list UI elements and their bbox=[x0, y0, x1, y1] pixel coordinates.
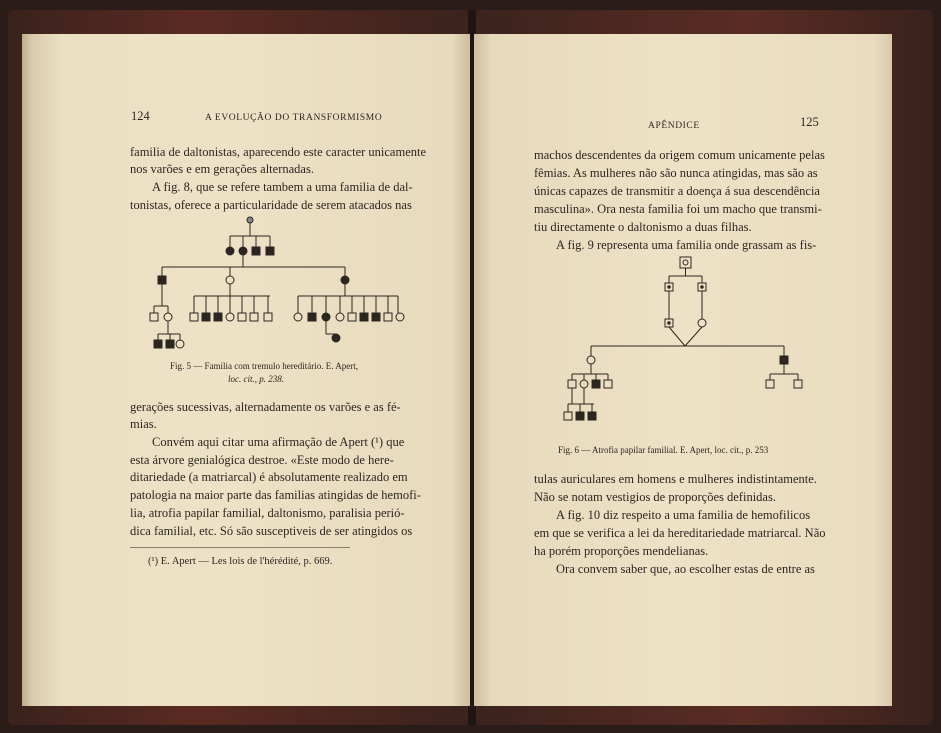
figure-5-caption-line1: Fig. 5 — Familia com tremulo hereditário. E. Apert, bbox=[170, 361, 358, 371]
figure-6-caption: Fig. 6 — Atrofia papilar familial. E. Apert, loc. cit., p. 253 bbox=[558, 445, 769, 455]
left-para2-line2: tonistas, oferece a particularidade de serem atacados nas bbox=[130, 198, 412, 212]
pedigree-figure-5 bbox=[140, 214, 440, 359]
right-para2: A fig. 9 representa uma familia onde grassam as fis- bbox=[556, 238, 817, 252]
running-head-right: APÊNDICE bbox=[648, 121, 700, 131]
right-para4-line3: ha porém proporções mendelianas. bbox=[534, 544, 709, 558]
right-para4-line2: em que se verifica a lei da hereditariedade matriarcal. Não bbox=[534, 526, 826, 540]
right-para3-line2: Não se notam vestigios de proporções definidas. bbox=[534, 490, 776, 504]
left-para4-line6: dica familial, etc. Só são susceptiveis de ser atingidos os bbox=[130, 524, 413, 538]
left-para2-line1: A fig. 8, que se refere tambem a uma familia de dal- bbox=[152, 180, 413, 194]
footnote-rule bbox=[130, 547, 350, 548]
right-para1-line5: tiu directamente o daltonismo a duas filhas. bbox=[534, 220, 752, 234]
left-para3-line2: mias. bbox=[130, 417, 157, 431]
right-page bbox=[474, 34, 892, 706]
left-page bbox=[22, 34, 470, 706]
right-para1-line4: masculina». Ora nesta familia foi um macho que transmi- bbox=[534, 202, 822, 216]
right-para3-line1: tulas auriculares em homens e mulheres indistintamente. bbox=[534, 472, 817, 486]
page-number-right: 125 bbox=[800, 115, 819, 129]
left-para1-line1: familia de daltonistas, aparecendo este caracter unicamente bbox=[130, 145, 427, 159]
pedigree-figure-6 bbox=[554, 254, 814, 439]
right-para1-line1: machos descendentes da origem comum unicamente pelas bbox=[534, 148, 825, 162]
figure-5-caption-line2: loc. cit., p. 238. bbox=[228, 374, 284, 384]
left-para4-line5: lia, atrofia papilar familial, daltonismo, paralisia perió- bbox=[130, 506, 405, 520]
right-para1-line2: fêmias. As mulheres não são nunca atingidas, mas são as bbox=[534, 166, 818, 180]
left-para4-line3: ditariedade (a matriarcal) é absolutamente realizado em bbox=[130, 470, 408, 484]
right-para4-line1: A fig. 10 diz respeito a uma familia de hemofilicos bbox=[556, 508, 811, 522]
left-para4-line4: patologia na maior parte das familias atingidas de hemofi- bbox=[130, 488, 421, 502]
left-para4-line2: esta árvore genialógica destroe. «Este modo de here- bbox=[130, 453, 394, 467]
right-para1-line3: únicas capazes de transmitir a doença á sua descendência bbox=[534, 184, 820, 198]
left-para3-line1: gerações sucessivas, alternadamente os varões e as fé- bbox=[130, 400, 401, 414]
page-number-left: 124 bbox=[131, 109, 150, 123]
left-para4-line1: Convém aqui citar uma afirmação de Apert (¹) que bbox=[152, 435, 405, 449]
footnote: (¹) E. Apert — Les lois de l'hérédité, p. 669. bbox=[148, 556, 333, 567]
right-para5: Ora convem saber que, ao escolher estas de entre as bbox=[556, 562, 815, 576]
running-head-left: A EVOLUÇÃO DO TRANSFORMISMO bbox=[205, 113, 383, 123]
left-para1-line2: nos varões e em gerações alternadas. bbox=[130, 162, 314, 176]
